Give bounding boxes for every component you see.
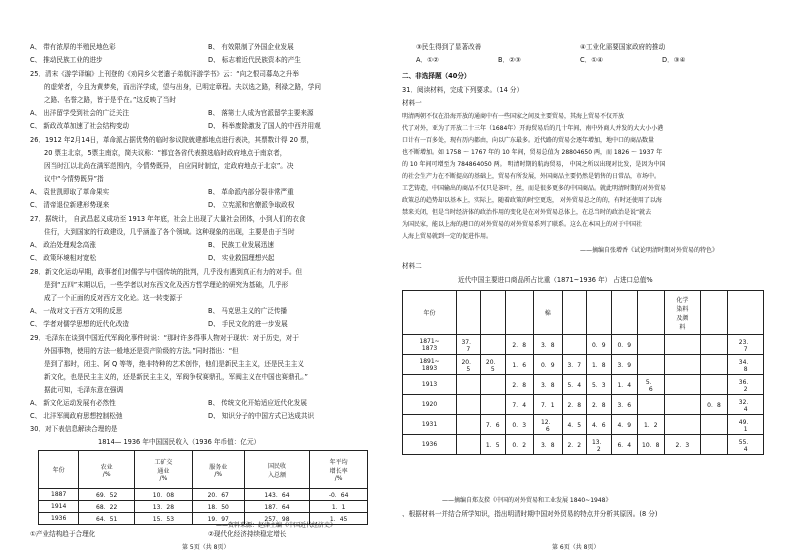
- imports-table: [402, 290, 764, 455]
- section-title: 二、非选择题（40分）: [402, 72, 471, 80]
- cell: [563, 335, 586, 355]
- material-one-label: 材料一: [402, 99, 422, 107]
- q29-option-b[interactable]: B、 传统文化开始适应近代化发展: [208, 399, 307, 407]
- table-row: [403, 415, 764, 435]
- col-header-chemical-dyes: 化学 染料 及颜 料: [665, 291, 701, 335]
- option-b[interactable]: B、 有效限制了外国企业发展: [208, 43, 294, 51]
- cell: 15．53: [135, 513, 193, 525]
- cell: 1936: [39, 513, 79, 525]
- material-one-source: ——摘编自张增香《试论明清时期对外贸易的特色》: [580, 247, 719, 254]
- cell: 187．64: [244, 501, 310, 513]
- option-a[interactable]: A、 带有浓厚的半殖民地色彩: [30, 43, 116, 51]
- q27-option-a[interactable]: A、 政治处理观念高涨: [30, 241, 96, 249]
- cell: 3．8: [533, 375, 563, 395]
- col-header: [586, 291, 611, 335]
- cell: 32． 4: [728, 395, 764, 415]
- col-header-industry: 工矿交 通业 /%: [135, 451, 193, 489]
- table-source: ——资料来源：赵津主编《中国近代经济史》: [216, 522, 337, 529]
- cell: [457, 395, 480, 415]
- cell: [637, 395, 665, 415]
- q28-option-c[interactable]: C、 学者对儒学思想的近代化改造: [30, 320, 130, 328]
- cell: [457, 375, 480, 395]
- cell: 5．3: [586, 375, 611, 395]
- cell: 10．08: [135, 489, 193, 501]
- cell: 64．51: [79, 513, 135, 525]
- col-header: [728, 291, 764, 335]
- col-header: [700, 291, 728, 335]
- col-header: [505, 291, 533, 335]
- cell: 1．1: [310, 501, 368, 513]
- q29-line5: 据此可知，毛泽东意在强调: [44, 386, 124, 394]
- choice-3[interactable]: ③民生得到了显著改善: [416, 43, 482, 51]
- material-one-line: 政策总的趋势却以基本上，实际上，随着政策的时空更迭， 对外贸易总之的的，有时还使用了以海: [402, 197, 662, 204]
- option-c[interactable]: C、 推动民族工业的进步: [30, 56, 103, 64]
- q26-line2: 20 票主北京，5票主南京，简夫议称：“都宜各省代表推选临时政府地点于南京者，: [44, 149, 287, 157]
- cell: 6．4: [612, 435, 637, 455]
- q28-option-a[interactable]: A、 一战对文于西方文明的反思: [30, 307, 123, 315]
- q29-option-d[interactable]: D、 知识分子的中国方式已达成共识: [208, 412, 315, 420]
- cell: [457, 435, 480, 455]
- cell: [700, 355, 728, 375]
- cell: 3．6: [612, 395, 637, 415]
- table-row: [403, 355, 764, 375]
- q29-line1: 29．毛泽东在谈到中国近代军阀化事件时说：“那时许多得事人物对于现状：对于历史，对于: [30, 334, 299, 342]
- cell: 1．4: [612, 375, 637, 395]
- cell: [700, 375, 728, 395]
- q26-option-a[interactable]: A、 袁世凯即取了革命果实: [30, 188, 110, 196]
- cell: [480, 395, 505, 415]
- col-header-growth: 年平均 增长率 /%: [310, 451, 368, 489]
- cell: 10．8: [637, 435, 665, 455]
- col-header-income: 国民收 入总额: [244, 451, 310, 489]
- material-one-line: 工艺铸造，中国输出的商品不仅只是茶叶，丝，而是很多更多的中国商品。就此明清时期的对外贸易: [402, 185, 667, 192]
- cell: [665, 335, 701, 355]
- cell: 7．1: [533, 395, 563, 415]
- material-one-line: 口计有一百多处，现有历内都由，向以广东最多。近代路的贸易会逐年增加，地中口的商品数量: [402, 137, 655, 144]
- imports-table-title: 近代中国主要进口商品所占比重（1871~1936 年） 占进口总值%: [458, 276, 653, 284]
- cell: 19．97: [192, 513, 244, 525]
- q27-option-c[interactable]: C、 政策环境相对宽松: [30, 254, 97, 262]
- col-header-year: 年份: [39, 451, 79, 489]
- q25-option-b[interactable]: B、 落第士人成为官派留学主要来源: [208, 109, 314, 117]
- cell: 3．7: [563, 355, 586, 375]
- cell: [665, 415, 701, 435]
- cell: 7．4: [505, 395, 533, 415]
- cell: 1．6: [505, 355, 533, 375]
- cell: [700, 435, 728, 455]
- answer-option-b[interactable]: B．②③: [498, 56, 521, 64]
- answer-option-a[interactable]: A．①②: [416, 56, 439, 64]
- q28-line2: 是到“五四”末期以后，一些学者以对东西文化及西方哲学理论的研究为基础，几乎形: [44, 281, 289, 289]
- cell: 13． 2: [586, 435, 611, 455]
- cell: [480, 375, 505, 395]
- cell: 0．2: [505, 435, 533, 455]
- cell: 0．9: [533, 355, 563, 375]
- cell: 23． 7: [728, 335, 764, 355]
- cell: 0．8: [700, 395, 728, 415]
- cell: 1936: [403, 435, 457, 455]
- table-row: [403, 335, 764, 355]
- cell: [637, 335, 665, 355]
- answer-option-c[interactable]: C．①④: [580, 56, 604, 64]
- cell: 20． 5: [457, 355, 480, 375]
- table-row: [403, 375, 764, 395]
- imports-table-source: ——摘编自郑友揆《中国的对外贸易和工业发展 1840~1948》: [442, 497, 612, 504]
- cell: 1871~ 1873: [403, 335, 457, 355]
- cell: 34． 8: [728, 355, 764, 375]
- cell: 2．8: [563, 395, 586, 415]
- table-row: [403, 435, 764, 455]
- cell: 1913: [403, 375, 457, 395]
- option-d[interactable]: D、 标志着近代民族资本的产生: [208, 56, 301, 64]
- material-one-line: 人海上贸易就到一定的促进作用。: [402, 233, 493, 240]
- material-one-line: 的 10 年间可增至为 784864050 两。 明清时期的航海贸易， 中国之所以出现对比发，是因为中国: [402, 161, 666, 168]
- table-row: [403, 395, 764, 415]
- cell: 257．98: [244, 513, 310, 525]
- cell: 0．3: [505, 415, 533, 435]
- q30-choice-1[interactable]: ①产业结构趋于合理化: [30, 530, 96, 538]
- answer-option-d[interactable]: D．③④: [662, 56, 686, 64]
- q25-line3: 之路、名誉之路，皆于是乎在。”这反映了当时: [44, 96, 176, 104]
- q27-option-d[interactable]: D、 实业救国理想兴起: [208, 254, 275, 262]
- cell: 1．5: [480, 435, 505, 455]
- cell: 5． 6: [637, 375, 665, 395]
- choice-4[interactable]: ④工业化需要国家政府的推动: [580, 43, 666, 51]
- cell: 1887: [39, 489, 79, 501]
- q28-option-b[interactable]: B、 马克思主义的广泛传播: [208, 307, 288, 315]
- cell: 5．4: [563, 375, 586, 395]
- q27-line2: 住行，大到国家的行政建设，几乎涵盖了各个领域。这种现象的出现，主要是由于当时: [44, 228, 295, 236]
- cell: 143．64: [244, 489, 310, 501]
- material-one-line: 禁来关闭，但是当时经济体的政治作用的变化是在对外贸易总体上，在总当时的政治是说“就去: [402, 209, 652, 216]
- col-header: [563, 291, 586, 335]
- cell: 1．8: [586, 355, 611, 375]
- q26-line4: 议中“今情势既异”指: [44, 175, 104, 183]
- col-header-year: 年份: [403, 291, 457, 335]
- q26-option-d[interactable]: D、 立宪派和官僚派争取政权: [208, 201, 295, 209]
- cell: 2．8: [505, 335, 533, 355]
- income-table: [38, 450, 368, 525]
- q29-line3: 是到了那时，闭主、阿 Q 等等，绝非特种的艺术创作，他们是新民主主义，还是民主主义: [44, 360, 304, 368]
- cell: 1920: [403, 395, 457, 415]
- q26-option-b[interactable]: B、 革命派内部分裂非常严重: [208, 188, 294, 196]
- cell: 36． 2: [728, 375, 764, 395]
- q25-option-d[interactable]: D、 科举废除激发了国人的中西并用观: [208, 122, 321, 130]
- cell: [665, 355, 701, 375]
- cell: [457, 415, 480, 435]
- q29-option-a[interactable]: A、 新文化运动发展有必然性: [30, 399, 116, 407]
- q31-stem: 31．阅读材料，完成下列要求。（14 分）: [402, 86, 524, 94]
- cell: 69．52: [79, 489, 135, 501]
- cell: 55． 4: [728, 435, 764, 455]
- col-header: [612, 291, 637, 335]
- col-header-agri: 农业 /%: [79, 451, 135, 489]
- cell: [637, 355, 665, 375]
- q30-stem: 30．对下表信息解读合理的是: [30, 425, 118, 433]
- q28-line1: 28．新文化运动早期，政事者们对儒学与中国传统的批判，几乎没有遇到真正有力的对手。但: [30, 268, 303, 276]
- q26-line1: 26．1912 年2月14日，革命派占据优势的临时参议院就建都地点进行表决，其票数计得 20 票，: [30, 136, 314, 144]
- cell: 1．2: [637, 415, 665, 435]
- q29-line4: 新文化，也是民主主义的，还是新民主主义，军阀争权赛鼎孔，军阀主义在中国也赛鼎孔。”: [44, 373, 308, 381]
- cell: 1931: [403, 415, 457, 435]
- page-footer-6: 第 6页（共 8页）: [552, 544, 600, 551]
- q26-option-c[interactable]: C、 清帝退位新建形势现来: [30, 201, 110, 209]
- cell: 2．3: [665, 435, 701, 455]
- cell: 3．9: [612, 355, 637, 375]
- q26-line3: 因当时江以北尚在满军范围内，今情势既异， 自应同时制宜，定政府地点于北京”。决: [44, 162, 294, 170]
- q29-line2: 外国事物，使用的方法一般地还是资产阶级的方法。”同时指出：“但: [44, 347, 239, 355]
- material-one-line: 的社会生产力在不断提高的基础上，贸易有所发展，外国商品主要仍然是销售的日常品，市场中。: [402, 173, 661, 180]
- cell: 2．8: [586, 395, 611, 415]
- cell: 4．5: [563, 415, 586, 435]
- cell: 68．22: [79, 501, 135, 513]
- cell: 2．8: [505, 375, 533, 395]
- col-header: [457, 291, 480, 335]
- q25-option-c[interactable]: C、 新政改革加速了社会结构变动: [30, 122, 130, 130]
- cell: 1．45: [310, 513, 368, 525]
- material-two-label: 材料二: [402, 262, 422, 270]
- cell: 0．9: [612, 335, 637, 355]
- cell: [700, 415, 728, 435]
- page-footer-5: 第 5页（共 8页）: [182, 544, 230, 551]
- col-header: [637, 291, 665, 335]
- cell: -0．64: [310, 489, 368, 501]
- cell: 18．50: [192, 501, 244, 513]
- material-one-line: 也不断增加。如 1758 ～ 1767 年的 10 年间，贸易总值为 28804650 两，而 1826 ～ 1937 年: [402, 149, 663, 156]
- cell: [665, 375, 701, 395]
- cell: 3．8: [533, 435, 563, 455]
- col-header: [480, 291, 505, 335]
- cell: 4．6: [586, 415, 611, 435]
- cell: [700, 335, 728, 355]
- cell: [480, 335, 505, 355]
- cell: 13．28: [135, 501, 193, 513]
- material-one-line: 代了对外，亚为了开放二十三年（1684年）开海贸易后的几十年间，南中外商人并发的大大小小港: [402, 125, 664, 132]
- cell: [665, 395, 701, 415]
- q27-option-b[interactable]: B、 民族工业发展迅速: [208, 241, 274, 249]
- material-one-line: 明清两朝不仅在沿海开放的通商中有一些国家之间及主要贸易，其海上贸易不仅开放: [402, 113, 625, 120]
- cell: 20． 5: [480, 355, 505, 375]
- cell: 12． 6: [533, 415, 563, 435]
- cell: 4．9: [612, 415, 637, 435]
- cell: 3．8: [533, 335, 563, 355]
- q28-line3: 成了一个正面的反对西方文化论。这一转变源于: [44, 294, 183, 302]
- col-header-cotton: 棉: [533, 291, 563, 335]
- cell: 49． 1: [728, 415, 764, 435]
- q27-line1: 27．据统计， 自武昌起义成功至 1913 年年底，社会上出现了大量社会团体，小到人们的衣食: [30, 215, 306, 223]
- cell: 1914: [39, 501, 79, 513]
- cell: 2．2: [563, 435, 586, 455]
- q25-line1: 25．清末《游学译编》上刊登的《劝同乡父老遣子弟航洋游学书》云：“向之恨司募岛之升举: [30, 70, 299, 78]
- cell: 0．9: [586, 335, 611, 355]
- cell: 20．67: [192, 489, 244, 501]
- table-title: 1814— 1936 年中国国民收入（1936 年币值：亿元）: [98, 438, 261, 446]
- material-one-line: 为国民家，能以上海的港口的对外贸易的对外贸易系列了联系。这么在本国上的对于中国社: [402, 221, 643, 228]
- cell: 1891~ 1893: [403, 355, 457, 375]
- cell: 7．6: [480, 415, 505, 435]
- q31-question: 、根据材料一并结合所学知识，指出明清时期中国对外贸易的特点并分析其原因。(8 分): [402, 510, 658, 518]
- table-row: [39, 489, 368, 501]
- col-header-service: 服务业 /%: [192, 451, 244, 489]
- q30-choice-2[interactable]: ②现代化经济持续稳定增长: [208, 530, 287, 538]
- cell: 37． 7: [457, 335, 480, 355]
- q25-option-a[interactable]: A、 出洋留学受到社会的广泛关注: [30, 109, 129, 117]
- table-row: [39, 501, 368, 513]
- q25-line2: 的虚荣者，今且为黄梦矣，而出洋学成，望与出身，已明定章程。夫以选之路，利禄之路，学问: [44, 83, 321, 91]
- q29-option-c[interactable]: C、 北洋军阀政府思想控制松弛: [30, 412, 123, 420]
- q28-option-d[interactable]: D、 手民文化的进一步发展: [208, 320, 288, 328]
